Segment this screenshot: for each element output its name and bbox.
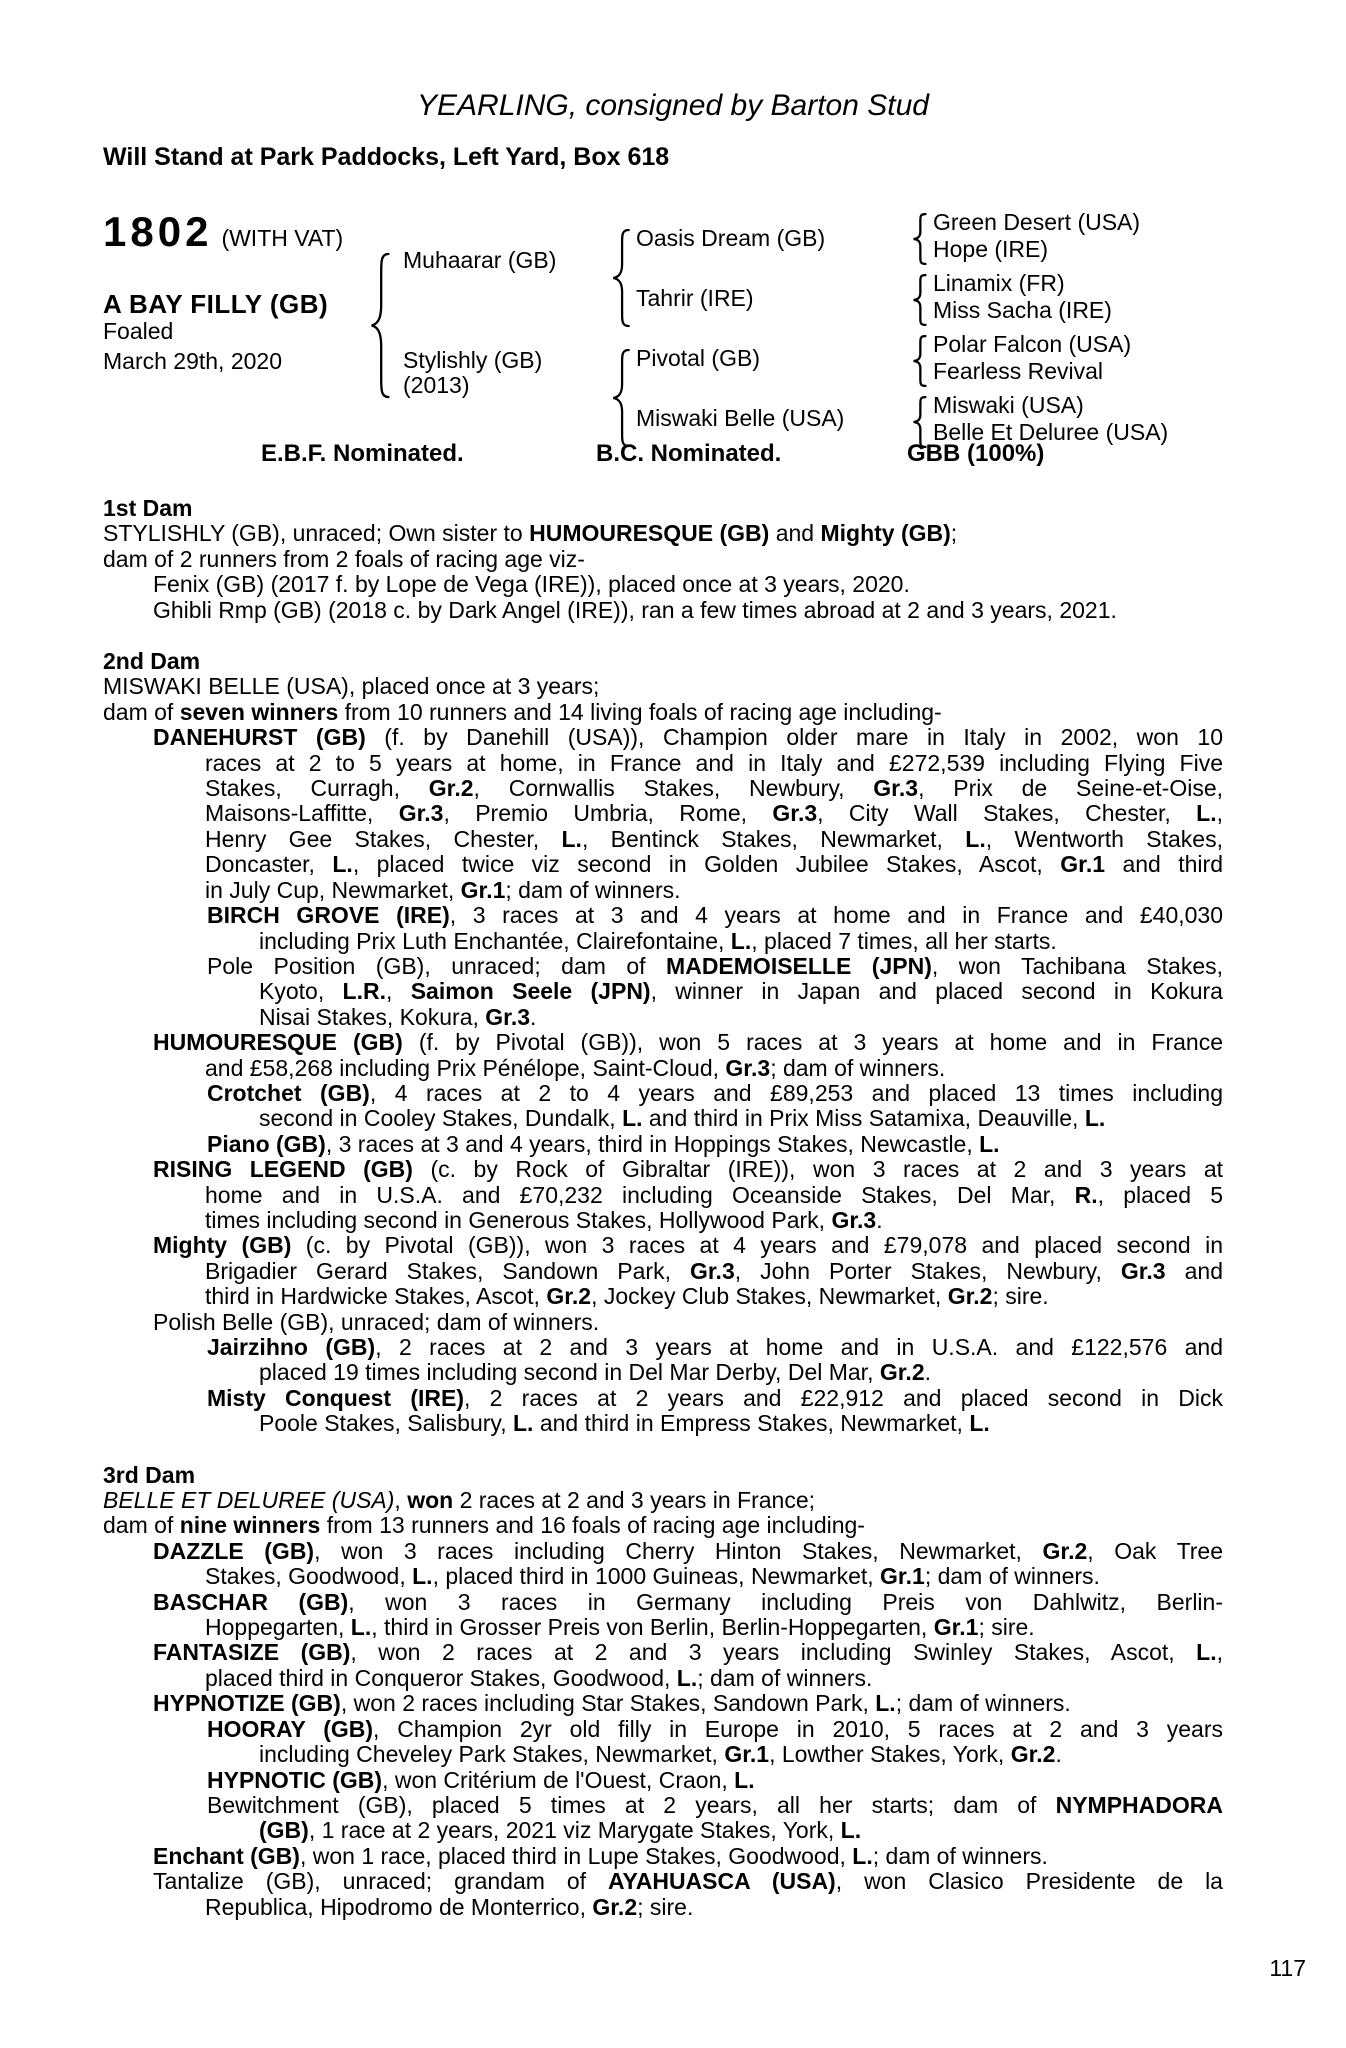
text-segment: Doncaster, (205, 851, 333, 878)
text-segment: L. (840, 1817, 862, 1844)
text-segment: Crotchet (GB) (207, 1079, 370, 1106)
text-segment: Poole Stakes, Salisbury, (259, 1410, 513, 1437)
progeny-paragraph (103, 1869, 1223, 1920)
text-segment: L. (350, 1614, 372, 1641)
text-segment: and (1165, 1257, 1223, 1284)
text-segment: ; dam of winners. (505, 876, 681, 903)
text-line (205, 801, 1223, 826)
text-segment: , placed 7 times, all her starts. (751, 927, 1057, 954)
text-segment: , Champion 2yr old filly in Europe in 2010, 5 races at 2 and 3 years (373, 1715, 1223, 1742)
text-line (205, 1284, 1223, 1309)
text-segment: , won 2 races at 2 and 3 years including Swinley Stakes, Ascot, (350, 1639, 1197, 1666)
text-line (103, 1488, 1223, 1513)
text-segment: ; dam of winners. (697, 1664, 873, 1691)
text-segment: Gr.2 (546, 1283, 592, 1310)
dam-name-line: Stylishly (GB) (403, 347, 543, 373)
great-grandparent-pair (933, 209, 1140, 263)
text-segment: Maisons-Laffitte, (205, 800, 399, 827)
text-segment: , (385, 978, 411, 1005)
text-segment: , Wentworth Stakes, (985, 825, 1223, 852)
dam-section (103, 496, 1223, 623)
text-line (259, 979, 1223, 1004)
text-line (103, 547, 1223, 572)
text-line (207, 954, 1223, 979)
text-segment: second in Cooley Stakes, Dundalk, (259, 1105, 623, 1132)
text-segment: BASCHAR (GB) (153, 1588, 349, 1615)
text-segment: , won Critérium de l'Ouest, Craon, (382, 1766, 735, 1793)
text-line (205, 1183, 1223, 1208)
text-segment: MADEMOISELLE (JPN) (666, 952, 932, 979)
pedigree-brace-sire-icon (610, 228, 632, 328)
great-granddam-name: Miss Sacha (IRE) (933, 297, 1112, 323)
text-line (205, 1615, 1223, 1640)
text-segment: HOORAY (GB) (207, 1715, 374, 1742)
pedigree-brace-icon (911, 274, 928, 326)
text-segment: , 4 races at 2 to 4 years and £89,253 and placed 13 times including (369, 1079, 1223, 1106)
text-segment: , placed twice viz second in Golden Jubilee Stakes, Ascot, (352, 851, 1061, 878)
pedigree-brace-icon (911, 213, 928, 265)
great-granddam-name: Hope (IRE) (933, 236, 1049, 262)
text-segment: (f. by Danehill (USA)), Champion older mare in Italy in 2002, won 10 (365, 724, 1224, 751)
foaled-label: Foaled (103, 318, 174, 344)
text-segment: placed third in Conqueror Stakes, Goodwood, (205, 1664, 677, 1691)
text-line (153, 572, 1223, 597)
great-grandsire-name: Miswaki (USA) (933, 392, 1084, 418)
text-line (153, 1310, 1223, 1335)
pedigree-brace-icon (911, 335, 928, 387)
text-segment: STYLISHLY (GB), unraced; Own sister to (103, 520, 530, 547)
grandsire-name: Pivotal (GB) (636, 345, 760, 371)
text-segment: . (876, 1206, 883, 1233)
text-segment: . (924, 1359, 932, 1386)
text-segment: MISWAKI BELLE (USA), placed once at 3 years; (103, 673, 600, 700)
progeny-paragraph (103, 1793, 1223, 1844)
text-segment: Gr.2 (879, 1359, 925, 1386)
text-line (205, 852, 1223, 877)
text-line (205, 1208, 1223, 1233)
text-segment: Gr.3 (1120, 1257, 1166, 1284)
gbb-label: GBB (100%) (907, 440, 1045, 467)
text-segment: Henry Gee Stakes, Chester, (205, 825, 562, 852)
page-number: 117 (1269, 1955, 1306, 1981)
text-segment: Ghibli Rmp (GB) (2018 c. by Dark Angel (IRE)), ran a few times abroad at 2 and 3 years, 2021. (153, 596, 1117, 623)
granddam-name: Tahrir (IRE) (636, 285, 754, 311)
progeny-paragraph (103, 1030, 1223, 1081)
foaled-date: March 29th, 2020 (103, 348, 283, 374)
progeny-paragraph (103, 572, 1223, 597)
progeny-paragraph (103, 1717, 1223, 1768)
text-segment: and third in Empress Stakes, Newmarket, (533, 1410, 970, 1437)
text-segment: , 3 races at 3 and 4 years, third in Hoppings Stakes, Newcastle, (325, 1130, 980, 1157)
text-line (259, 1818, 1223, 1843)
text-segment: , Cornwallis Stakes, Newbury, (473, 775, 874, 802)
sire-name: Muhaarar (GB) (403, 247, 557, 273)
dam-name (403, 348, 542, 398)
progeny-paragraph (103, 1640, 1223, 1691)
stand-location-line: Will Stand at Park Paddocks, Left Yard, Box 618 (103, 143, 670, 171)
text-segment: , won Tachibana Stakes, (931, 952, 1223, 979)
text-line (207, 1335, 1223, 1360)
text-segment: HYPNOTIZE (GB) (153, 1690, 341, 1717)
progeny-paragraph (103, 1691, 1223, 1716)
text-line (205, 776, 1223, 801)
progeny-paragraph (103, 1539, 1223, 1590)
text-segment: ; dam of winners. (924, 1563, 1100, 1590)
text-segment: and third (1105, 851, 1223, 878)
text-segment: L. (1196, 800, 1217, 827)
text-segment: Gr.1 (880, 1563, 925, 1590)
dam-section-heading: 3rd Dam (103, 1461, 196, 1488)
text-segment: L. (875, 1690, 896, 1717)
text-segment: HUMOURESQUE (GB) (153, 1029, 403, 1056)
text-line (259, 1106, 1223, 1131)
text-segment: (f. by Pivotal (GB)), won 5 races at 3 years at home and in France (402, 1029, 1223, 1056)
text-segment: BIRCH GROVE (IRE) (207, 902, 450, 929)
text-segment: races at 2 to 5 years at home, in France and in Italy and £272,539 including Flying Five (205, 749, 1223, 776)
text-segment: , third in Grosser Preis von Berlin, Berlin-Hoppegarten, (371, 1614, 934, 1641)
text-segment: , won 3 races including Cherry Hinton Stakes, Newmarket, (314, 1537, 1043, 1564)
text-segment: , Premio Umbria, Rome, (443, 800, 773, 827)
dam-sections (103, 496, 1223, 1920)
ebf-nominated-label: E.B.F. Nominated. (261, 440, 464, 467)
progeny-paragraph (103, 1233, 1223, 1309)
great-grandsire-name: Green Desert (USA) (933, 209, 1141, 235)
lot-number: 1802 (103, 208, 213, 255)
progeny-paragraph (103, 903, 1223, 954)
text-line (259, 929, 1223, 954)
text-segment: seven winners (179, 698, 339, 725)
progeny-paragraph (103, 1513, 1223, 1538)
text-line (153, 1157, 1223, 1182)
text-segment: ; dam of winners. (872, 1842, 1048, 1869)
great-grandparent-pair (933, 392, 1168, 446)
text-line (153, 1869, 1223, 1894)
text-segment: placed 19 times including second in Del Mar Derby, Del Mar, (259, 1359, 880, 1386)
text-segment: Gr.3 (725, 1054, 771, 1081)
great-grandparent-pair (933, 270, 1112, 324)
dam-section-heading: 2nd Dam (103, 648, 201, 675)
text-segment: , placed third in 1000 Guineas, Newmarket, (432, 1563, 881, 1590)
text-segment: including Prix Luth Enchantée, Clairefontaine, (259, 927, 731, 954)
text-segment: Bewitchment (GB), placed 5 times at 2 years, all her starts; dam of (207, 1791, 1056, 1818)
text-line (205, 1666, 1223, 1691)
great-granddam-name: Fearless Revival (933, 358, 1103, 384)
text-segment: , won 3 races in Germany including Preis von Dahlwitz, Berlin- (348, 1588, 1223, 1615)
text-line (207, 1386, 1223, 1411)
text-segment: Gr.3 (485, 1003, 531, 1030)
text-line (153, 1844, 1223, 1869)
text-segment: , City Wall Stakes, Chester, (817, 800, 1197, 827)
text-line (153, 1539, 1223, 1564)
text-segment: (c. by Pivotal (GB)), won 3 races at 4 years and £79,078 and placed second in (291, 1232, 1223, 1259)
text-segment: won (407, 1487, 454, 1514)
text-segment: Republica, Hipodromo de Monterrico, (205, 1893, 593, 1920)
text-segment: HUMOURESQUE (GB) (529, 520, 770, 547)
text-segment: ; (950, 520, 958, 547)
text-segment: and third in Prix Miss Satamixa, Deauville, (642, 1105, 1085, 1132)
text-segment: Gr.1 (460, 876, 506, 903)
text-segment: , 1 race at 2 years, 2021 viz Marygate Stakes, York, (308, 1817, 841, 1844)
text-line (153, 1640, 1223, 1665)
text-segment: including Cheveley Park Stakes, Newmarket, (259, 1741, 725, 1768)
text-line (205, 751, 1223, 776)
text-segment: L. (969, 1410, 990, 1437)
text-line (153, 1233, 1223, 1258)
progeny-paragraph (103, 1386, 1223, 1437)
text-segment: , Bentinck Stakes, Newmarket, (581, 825, 966, 852)
text-line (207, 1717, 1223, 1742)
text-line (205, 1895, 1223, 1920)
text-line (103, 674, 1223, 699)
text-segment: , Prix de Seine-et-Oise, (918, 775, 1224, 802)
progeny-paragraph (103, 1488, 1223, 1513)
dam-section (103, 649, 1223, 1437)
text-segment: Gr.3 (689, 1257, 735, 1284)
text-segment: DAZZLE (GB) (153, 1537, 315, 1564)
progeny-paragraph (103, 700, 1223, 725)
progeny-paragraph (103, 1768, 1223, 1793)
text-segment: Tantalize (GB), unraced; grandam of (153, 1868, 608, 1895)
text-segment: , winner in Japan and placed second in Kokura (650, 978, 1223, 1005)
text-segment: nine winners (179, 1512, 321, 1539)
pedigree-brace-main-icon (368, 251, 392, 400)
text-segment: Saimon Seele (JPN) (410, 978, 651, 1005)
text-segment: from 10 runners and 14 living foals of racing age including- (338, 698, 942, 725)
text-line (259, 1360, 1223, 1385)
text-segment: AYAHUASCA (USA) (608, 1868, 836, 1895)
text-segment: Stakes, Goodwood, (205, 1563, 413, 1590)
text-segment: Gr.1 (724, 1741, 770, 1768)
text-segment: Gr.2 (428, 775, 474, 802)
text-segment: dam of (103, 1512, 180, 1539)
great-grandsire-name: Linamix (FR) (933, 270, 1065, 296)
text-segment: Piano (GB) (207, 1130, 326, 1157)
dam-section (103, 1463, 1223, 1920)
text-segment: , 3 races at 3 and 4 years at home and in France and £40,030 (449, 902, 1224, 929)
text-line (205, 1056, 1223, 1081)
text-segment: (GB) (259, 1817, 309, 1844)
nominations-row (103, 441, 1223, 467)
text-segment: , Jockey Club Stakes, Newmarket, (591, 1283, 948, 1310)
text-segment: Gr.1 (933, 1614, 979, 1641)
text-segment: Fenix (GB) (2017 f. by Lope de Vega (IRE)), placed once at 3 years, 2020. (153, 571, 910, 598)
text-segment: L. (332, 851, 353, 878)
grandsire-name: Oasis Dream (GB) (636, 225, 826, 251)
text-segment: 2 races at 2 and 3 years in France; (453, 1487, 816, 1514)
text-segment: BELLE ET DELUREE (USA) (103, 1487, 395, 1514)
text-line (207, 903, 1223, 928)
text-segment: L. (1196, 1639, 1217, 1666)
text-segment: ; sire. (978, 1614, 1035, 1641)
text-line (205, 1564, 1223, 1589)
progeny-paragraph (103, 1335, 1223, 1386)
text-segment: L. (979, 1130, 1000, 1157)
text-segment: ; sire. (637, 1893, 694, 1920)
text-line (207, 1768, 1223, 1793)
great-grandsire-name: Polar Falcon (USA) (933, 331, 1132, 357)
text-segment: (c. by Rock of Gibraltar (IRE)), won 3 races at 2 and 3 years at (412, 1156, 1224, 1183)
text-segment: RISING LEGEND (GB) (153, 1156, 413, 1183)
text-line (205, 827, 1223, 852)
text-segment: L. (852, 1842, 873, 1869)
progeny-paragraph (103, 521, 1223, 546)
text-segment: Kyoto, (259, 978, 343, 1005)
vat-note: (WITH VAT) (221, 225, 344, 251)
text-segment: , (1216, 800, 1223, 827)
progeny-paragraph (103, 1310, 1223, 1335)
text-segment: , (394, 1487, 408, 1514)
text-line (207, 1793, 1223, 1818)
progeny-paragraph (103, 674, 1223, 699)
text-line (153, 598, 1223, 623)
progeny-paragraph (103, 1590, 1223, 1641)
text-segment: Pole Position (GB), unraced; dam of (207, 952, 667, 979)
text-line (103, 521, 1223, 546)
text-segment: NYMPHADORA (1055, 1791, 1223, 1818)
text-segment: L.R. (342, 978, 386, 1005)
pedigree-brace-dam-icon (610, 348, 632, 448)
text-segment: , won Clasico Presidente de la (835, 1868, 1223, 1895)
progeny-paragraph (103, 1157, 1223, 1233)
dam-year: (2013) (403, 372, 470, 398)
text-segment: ; dam of winners. (895, 1690, 1071, 1717)
text-segment: Gr.1 (1060, 851, 1106, 878)
text-segment: Gr.3 (398, 800, 444, 827)
text-segment: Polish Belle (GB), unraced; dam of winners. (153, 1308, 600, 1335)
text-segment: Jairzihno (GB) (207, 1334, 376, 1360)
text-segment: , (1216, 1639, 1223, 1666)
progeny-paragraph (103, 725, 1223, 903)
text-segment: FANTASIZE (GB) (153, 1639, 351, 1666)
horse-name: A BAY FILLY (GB) (103, 289, 329, 319)
text-segment: , placed 5 (1097, 1181, 1223, 1208)
text-line (259, 1005, 1223, 1030)
text-segment: , won 1 race, placed third in Lupe Stakes, Goodwood, (299, 1842, 853, 1869)
text-segment: L. (622, 1105, 643, 1132)
progeny-paragraph (103, 598, 1223, 623)
text-segment: and £58,268 including Prix Pénélope, Saint-Cloud, (205, 1054, 726, 1081)
text-line (103, 1513, 1223, 1538)
text-segment: , 2 races at 2 years and £22,912 and placed second in Dick (464, 1384, 1224, 1411)
pedigree-table (103, 189, 1223, 445)
text-segment: Misty Conquest (IRE) (207, 1384, 464, 1411)
text-segment: L. (512, 1410, 534, 1437)
text-line (207, 1081, 1223, 1106)
text-segment: , 2 races at 2 and 3 years at home and in U.S.A. and £122,576 and (375, 1334, 1224, 1360)
text-segment: L. (412, 1563, 433, 1590)
text-segment: Hoppegarten, (205, 1614, 351, 1641)
text-segment: Brigadier Gerard Stakes, Sandown Park, (205, 1257, 690, 1284)
text-segment: R. (1074, 1181, 1098, 1208)
progeny-paragraph (103, 954, 1223, 1030)
page-title: YEARLING, consigned by Barton Stud (417, 89, 929, 122)
text-segment: Mighty (GB) (153, 1232, 292, 1259)
text-segment: and (769, 520, 821, 547)
text-segment: home and in U.S.A. and £70,232 including Oceanside Stakes, Del Mar, (205, 1181, 1075, 1208)
text-segment: dam of 2 runners from 2 foals of racing age viz- (103, 545, 585, 572)
great-granddam-name: Belle Et Deluree (USA) (933, 419, 1169, 445)
text-segment: , Lowther Stakes, York, (769, 1741, 1011, 1768)
text-segment: DANEHURST (GB) (153, 724, 366, 751)
progeny-paragraph (103, 1844, 1223, 1869)
text-segment: Gr.2 (1010, 1741, 1056, 1768)
text-line (259, 1742, 1223, 1767)
text-segment: Enchant (GB) (153, 1842, 300, 1869)
text-segment: Mighty (GB) (820, 520, 951, 547)
text-segment: , Oak Tree (1087, 1537, 1224, 1564)
text-segment: ; sire. (992, 1283, 1049, 1310)
granddam-name: Miswaki Belle (USA) (636, 405, 845, 431)
text-segment: times including second in Generous Stakes, Hollywood Park, (205, 1206, 832, 1233)
text-segment: Gr.2 (1042, 1537, 1088, 1564)
text-line (153, 1030, 1223, 1055)
text-segment: , won 2 races including Star Stakes, Sandown Park, (340, 1690, 876, 1717)
text-line (153, 1590, 1223, 1615)
text-segment: L. (1084, 1105, 1106, 1132)
text-segment: L. (965, 825, 986, 852)
bc-nominated-label: B.C. Nominated. (596, 440, 782, 467)
text-segment: L. (734, 1766, 755, 1793)
text-line (205, 878, 1223, 903)
text-line (153, 725, 1223, 750)
progeny-paragraph (103, 547, 1223, 572)
progeny-paragraph (103, 1081, 1223, 1132)
dam-section-heading: 1st Dam (103, 495, 193, 521)
text-segment: HYPNOTIC (GB) (207, 1766, 383, 1793)
text-segment: Nisai Stakes, Kokura, (259, 1003, 486, 1030)
text-line (153, 1691, 1223, 1716)
text-segment: Gr.2 (947, 1283, 993, 1310)
text-segment: Gr.2 (592, 1893, 638, 1920)
text-segment: Stakes, Curragh, (205, 775, 429, 802)
text-segment: L. (561, 825, 582, 852)
progeny-paragraph (103, 1132, 1223, 1157)
text-segment: , John Porter Stakes, Newbury, (734, 1257, 1121, 1284)
text-segment: Gr.3 (772, 800, 818, 827)
text-segment: dam of (103, 698, 180, 725)
text-line (205, 1259, 1223, 1284)
text-segment: from 13 runners and 16 foals of racing age including- (320, 1512, 865, 1539)
text-segment: in July Cup, Newmarket, (205, 876, 461, 903)
text-line (259, 1411, 1223, 1436)
text-segment: Gr.3 (873, 775, 919, 802)
text-segment: third in Hardwicke Stakes, Ascot, (205, 1283, 547, 1310)
text-segment: . (530, 1003, 537, 1030)
lot-row (103, 208, 344, 255)
text-segment: Gr.3 (831, 1206, 877, 1233)
text-segment: ; dam of winners. (770, 1054, 946, 1081)
great-grandparent-pair (933, 331, 1131, 385)
text-segment: . (1055, 1741, 1062, 1768)
text-line (207, 1132, 1223, 1157)
text-segment: L. (730, 927, 752, 954)
text-segment: L. (676, 1664, 698, 1691)
text-line (103, 700, 1223, 725)
